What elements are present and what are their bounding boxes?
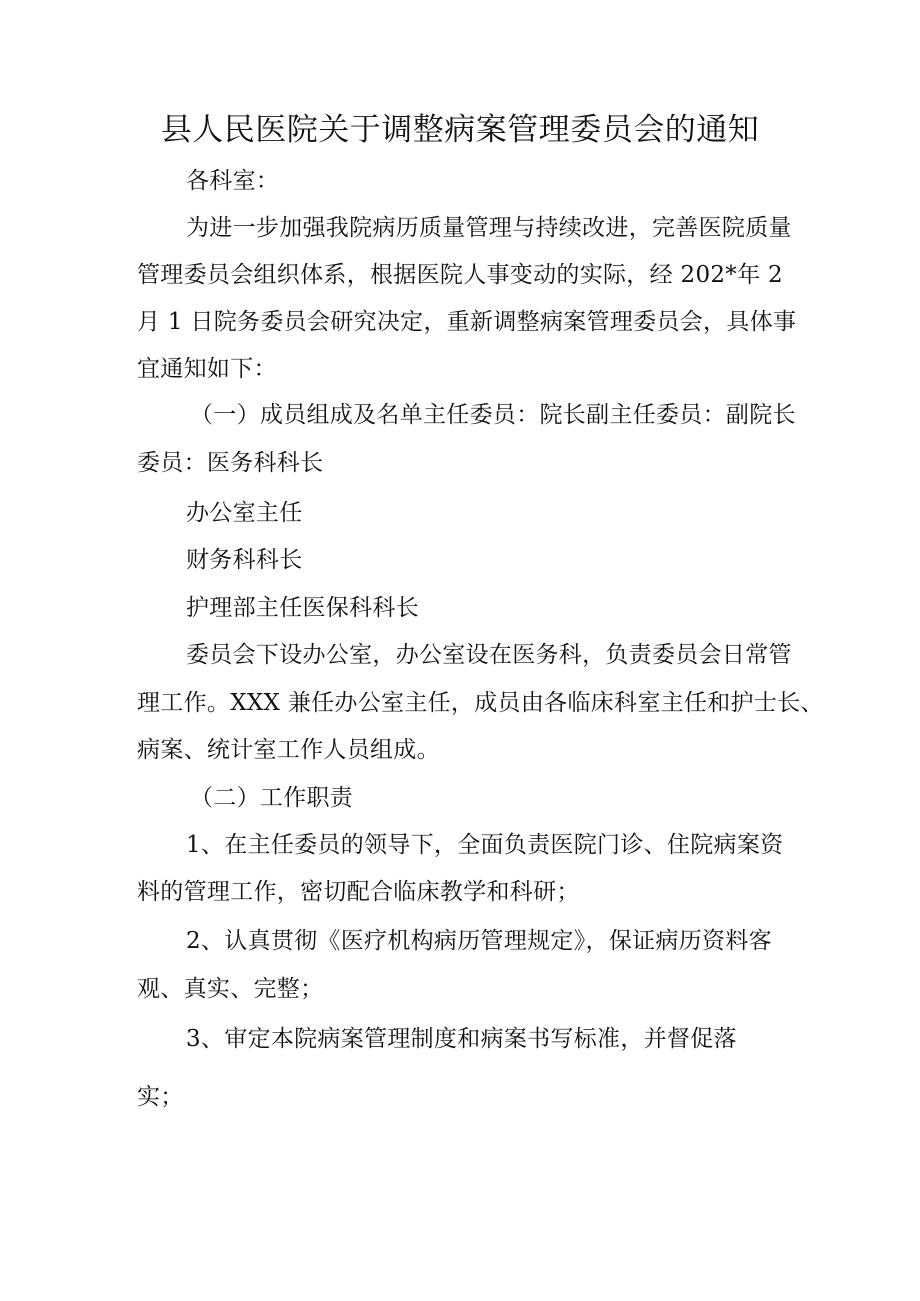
section1-member-4: 护理部主任医保科科长 — [186, 595, 419, 621]
duty-line-6: 实； — [137, 1084, 184, 1110]
section1-member-2: 办公室主任 — [186, 500, 303, 526]
intro-line-1: 为进一步加强我院病历质量管理与持续改进，完善医院质量 — [186, 215, 792, 241]
duty-line-5: 3、审定本院病案管理制度和病案书写标准，并督促落 — [186, 1026, 737, 1052]
intro-line-3: 月 1 日院务委员会研究决定，重新调整病案管理委员会，具体事 — [137, 309, 797, 335]
duty-line-4: 观、真实、完整； — [137, 976, 324, 1002]
section1-member-3: 财务科科长 — [186, 547, 303, 573]
duty-line-1: 1、在主任委员的领导下，全面负责医院门诊、住院病案资 — [186, 832, 784, 858]
document-title: 县人民医院关于调整病案管理委员会的通知 — [160, 112, 760, 148]
duty-line-2: 料的管理工作，密切配合临床教学和科研； — [137, 879, 580, 905]
intro-line-2: 管理委员会组织体系，根据医院人事变动的实际，经 202*年 2 — [137, 262, 783, 288]
section1-member-1: 委员：医务科科长 — [137, 450, 324, 476]
section2-heading: （二）工作职责 — [190, 785, 354, 811]
office-line-1: 委员会下设办公室，办公室设在医务科，负责委员会日常管 — [186, 642, 792, 668]
salutation: 各科室： — [186, 168, 280, 194]
office-line-2: 理工作。XXX 兼任办公室主任，成员由各临床科室主任和护士长、 — [137, 690, 824, 716]
intro-line-4: 宜通知如下： — [137, 356, 277, 382]
office-line-3: 病案、统计室工作人员组成。 — [137, 737, 440, 763]
duty-line-3: 2、认真贯彻《医疗机构病历管理规定》，保证病历资料客 — [186, 928, 772, 954]
section1-heading: （一）成员组成及名单主任委员：院长副主任委员：副院长 — [190, 402, 796, 428]
